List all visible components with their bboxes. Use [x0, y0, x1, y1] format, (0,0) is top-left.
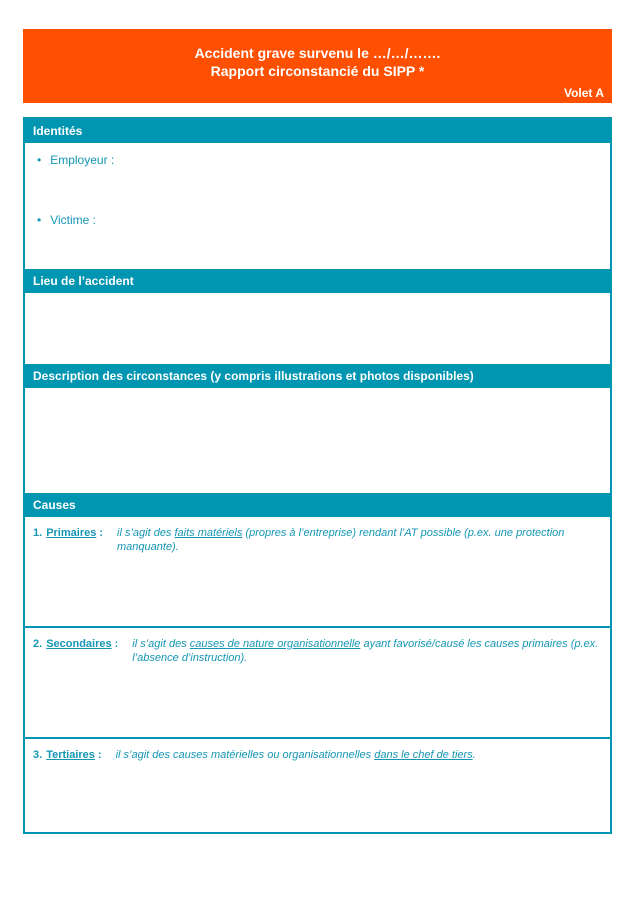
description-input-area[interactable]: [25, 388, 610, 493]
cause-title: Tertiaires: [46, 749, 95, 761]
section-header-identites: Identités: [25, 119, 610, 143]
cause-colon: :: [97, 749, 102, 761]
desc-text: (propres à l’entreprise) rendant l’AT possible (p.ex. une protection manquante).: [117, 527, 565, 553]
cause-primaires-description: [117, 526, 602, 626]
identites-input-area[interactable]: [25, 143, 610, 269]
field-employeur-label: Employeur :: [50, 153, 115, 167]
report-title: [23, 29, 612, 80]
cause-colon: :: [99, 527, 104, 539]
desc-text: ayant favorisé/causé les causes primaires (p.ex. l’absence d’instruction).: [132, 638, 599, 664]
desc-underlined-text: faits matériels: [174, 527, 243, 539]
volet-label: Volet A: [563, 86, 604, 100]
cause-tertiaires-description: [116, 748, 602, 832]
section-header-causes: Causes: [25, 493, 610, 517]
field-victime[interactable]: [37, 213, 602, 228]
bullet-icon: •: [37, 213, 42, 227]
cause-colon: :: [114, 638, 119, 650]
cause-secondaires-row[interactable]: [25, 626, 610, 737]
desc-text: il s’agit des: [132, 638, 190, 650]
bullet-icon: •: [37, 153, 42, 167]
cause-primaires-row[interactable]: [25, 517, 610, 626]
cause-tertiaires-row[interactable]: [25, 737, 610, 832]
section-header-lieu: Lieu de l’accident: [25, 269, 610, 293]
desc-underlined-text: dans le chef de tiers: [374, 749, 473, 761]
cause-tertiaires-label: [33, 748, 102, 832]
report-title-line1: Accident grave survenu le …/…/…….: [194, 45, 441, 61]
cause-secondaires-description: [132, 637, 602, 737]
field-victime-label: Victime :: [50, 213, 96, 227]
report-title-line2: Rapport circonstancié du SIPP *: [210, 63, 425, 79]
cause-title: Secondaires: [46, 638, 112, 650]
cause-number: 3.: [33, 749, 43, 761]
cause-number: 2.: [33, 638, 43, 650]
cause-primaires-label: [33, 526, 103, 626]
desc-text: il s’agit des causes matérielles ou organisationnelles: [115, 749, 375, 761]
lieu-input-area[interactable]: [25, 293, 610, 364]
report-banner: [23, 29, 612, 103]
field-employeur[interactable]: [37, 153, 602, 168]
cause-title: Primaires: [46, 527, 97, 539]
desc-underlined-text: causes de nature organisationnelle: [189, 638, 361, 650]
cause-number: 1.: [33, 527, 43, 539]
section-header-description: Description des circonstances (y compris illustrations et photos disponibles): [25, 364, 610, 388]
desc-text: .: [472, 749, 476, 761]
desc-text: il s’agit des: [117, 527, 175, 539]
cause-secondaires-label: [33, 637, 118, 737]
report-form: [23, 117, 612, 834]
